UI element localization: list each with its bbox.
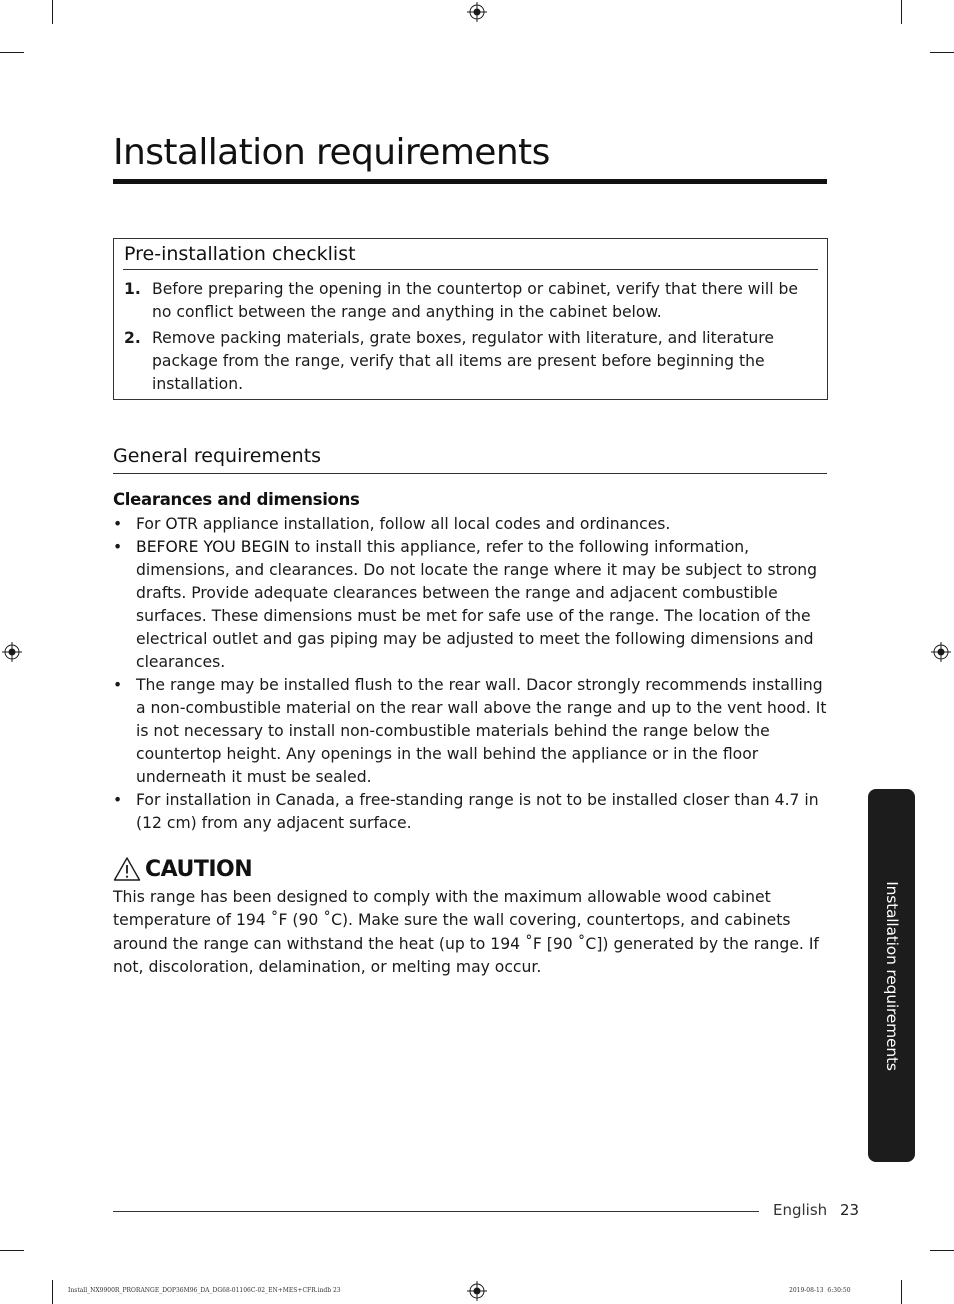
print-slug-file: Install_NX9900R_PRORANGE_DOP36M96_DA_DG68-01106C-02_EN+MES+CFR.indb 23 <box>68 1287 341 1294</box>
section-heading: General requirements <box>113 445 322 467</box>
crop-mark <box>901 1280 902 1304</box>
registration-mark-icon <box>931 642 951 662</box>
bullet-symbol: • <box>113 515 123 533</box>
list-item-text: to install this appliance, refer to the following information, dimensions, and clearances. Do not locate the range where it may be subject to strong drafts. Provide adequate clearances between the range and adjacent combustible surfaces. These dimensions must be met for safe use of the range. The location of the electrical outlet and gas piping may be adjusted to meet the following dimensions and clearances. <box>136 538 818 671</box>
page-title: Installation requirements <box>113 132 550 173</box>
crop-mark <box>52 0 53 24</box>
checklist-item <box>124 278 814 324</box>
sub-heading: Clearances and dimensions <box>113 490 360 509</box>
registration-mark-icon <box>467 1281 487 1301</box>
crop-mark <box>52 1280 53 1304</box>
list-item-lead: BEFORE YOU BEGIN <box>136 538 290 556</box>
registration-mark-icon <box>467 2 487 22</box>
crop-mark <box>0 52 24 53</box>
bullet-list <box>113 513 829 835</box>
checklist-box <box>113 238 828 400</box>
list-item-text: For installation in Canada, a free-standing range is not to be installed closer than 4.7 in (12 cm) from any adjacent surface. <box>136 791 819 832</box>
footer-rule <box>113 1211 759 1212</box>
page-number: 23 <box>840 1201 860 1219</box>
crop-mark <box>930 1250 954 1251</box>
list-item <box>113 513 829 536</box>
checklist-item-text: Before preparing the opening in the countertop or cabinet, verify that there will be no conflict between the range and anything in the cabinet below. <box>152 280 798 321</box>
warning-triangle-icon <box>113 856 141 882</box>
side-tab <box>868 789 915 1162</box>
checklist-item-text: Remove packing materials, grate boxes, regulator with literature, and literature package from the range, verify that all items are present before beginning the installation. <box>152 329 774 393</box>
checklist-item-number: 1. <box>124 280 141 298</box>
bullet-symbol: • <box>113 538 123 556</box>
print-slug-timestamp: 2019-08-13 ￼ 6:30:50 <box>789 1287 851 1294</box>
registration-mark-icon <box>2 642 22 662</box>
bullet-symbol: • <box>113 676 123 694</box>
footer-language: English <box>773 1201 828 1219</box>
side-tab-label: Installation requirements <box>882 880 901 1071</box>
checklist-item-number: 2. <box>124 329 141 347</box>
crop-mark <box>901 0 902 24</box>
checklist-heading: Pre-installation checklist <box>124 243 356 265</box>
list-item-text: For OTR appliance installation, follow all local codes and ordinances. <box>136 515 671 533</box>
list-item <box>113 674 829 789</box>
list-item <box>113 789 829 835</box>
section-rule <box>113 473 827 474</box>
crop-mark <box>930 52 954 53</box>
title-rule <box>113 179 827 184</box>
bullet-symbol: • <box>113 791 123 809</box>
checklist-item <box>124 327 814 396</box>
caution-text: This range has been designed to comply with the maximum allowable wood cabinet temperature of 194 ˚F (90 ˚C). Make sure the wall covering, countertops, and cabinets around the range can withstand the heat (up to 194 ˚F [90 ˚C]) generated by the range. If not, discoloration, delamination, or melting may occur. <box>113 888 819 976</box>
caution-label: CAUTION <box>145 856 253 882</box>
crop-mark <box>0 1250 24 1251</box>
list-item <box>113 536 829 674</box>
checklist-rule <box>123 269 818 270</box>
list-item-text: The range may be installed flush to the rear wall. Dacor strongly recommends installing a non-combustible material on the rear wall above the range and up to the vent hood. It is not necessary to install non-combustible materials behind the range below the countertop height. Any openings in the wall behind the appliance or in the floor underneath it must be sealed. <box>136 676 827 786</box>
caution-header <box>113 854 252 884</box>
